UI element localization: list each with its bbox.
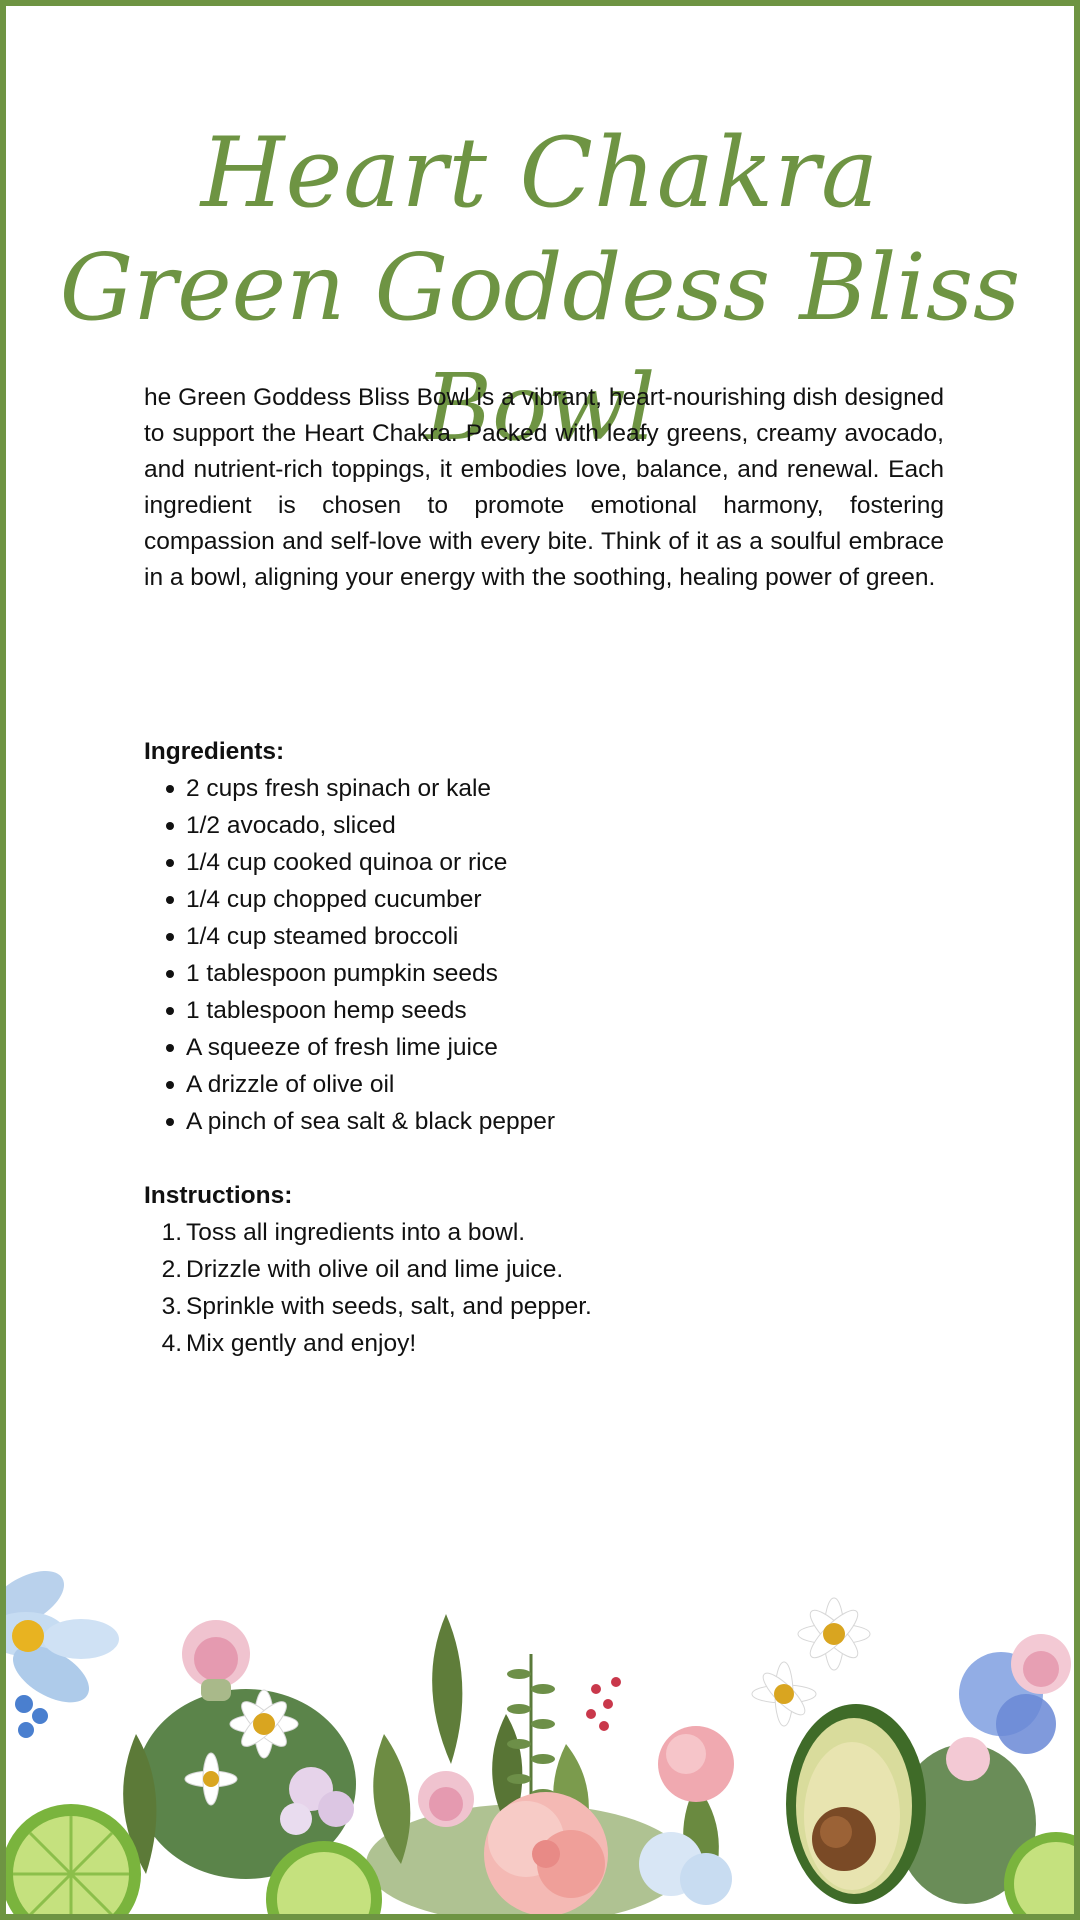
pink-thistle-icon xyxy=(946,1737,990,1781)
ingredient-item xyxy=(144,1103,944,1140)
ingredient-item xyxy=(144,1066,944,1103)
ingredient-item xyxy=(144,807,944,844)
ingredient-text: 1 tablespoon hemp seeds xyxy=(186,997,467,1024)
ingredient-item xyxy=(144,1029,944,1066)
step-text: Sprinkle with seeds, salt, and pepper. xyxy=(186,1293,592,1320)
blue-flower-icon xyxy=(6,1559,119,1714)
ingredients-heading: Ingredients: xyxy=(144,738,285,765)
ingredient-text: A drizzle of olive oil xyxy=(186,1071,395,1098)
ingredient-item xyxy=(144,992,944,1029)
ingredient-text: 2 cups fresh spinach or kale xyxy=(186,775,492,802)
bullet-icon xyxy=(166,970,174,978)
step-number: 1. xyxy=(161,1219,182,1246)
ingredient-text: 1/2 avocado, sliced xyxy=(186,812,396,839)
step-number: 2. xyxy=(161,1256,182,1283)
intro-paragraph: he Green Goddess Bliss Bowl is a vibrant, heart-nourishing dish designed to support the Heart Chakra. Packed with leafy greens, creamy avocado, and nutrient-rich toppings, it embodies love, balance, and renewal. Each ingredient is chosen to promote emotional harmony, fostering compassion and self-love with every bite. Think of it as a soulful embrace in a bowl, aligning your energy with the soothing, healing power of green. xyxy=(144,384,944,591)
pink-thistle-icon xyxy=(418,1771,474,1827)
instruction-step xyxy=(144,1214,944,1251)
ingredient-text: 1/4 cup steamed broccoli xyxy=(186,923,459,950)
title-green-goddess-bliss-bowl: Green Goddess Bliss Bowl xyxy=(59,234,1021,461)
step-text: Mix gently and enjoy! xyxy=(186,1330,417,1357)
ingredient-item xyxy=(144,881,944,918)
ingredient-text: 1/4 cup cooked quinoa or rice xyxy=(186,849,508,876)
instruction-step xyxy=(144,1288,944,1325)
step-text: Drizzle with olive oil and lime juice. xyxy=(186,1256,564,1283)
blue-blossom-cluster-icon xyxy=(15,1695,48,1738)
avocado-icon xyxy=(786,1704,926,1904)
step-number: 3. xyxy=(161,1293,182,1320)
pink-carnation-icon xyxy=(658,1726,734,1802)
ingredient-text: 1/4 cup chopped cucumber xyxy=(186,886,482,913)
bullet-icon xyxy=(166,1118,174,1126)
pink-thistle-icon xyxy=(1011,1634,1071,1694)
bullet-icon xyxy=(166,822,174,830)
ingredient-text: A pinch of sea salt & black pepper xyxy=(186,1108,556,1135)
instruction-step xyxy=(144,1251,944,1288)
bullet-icon xyxy=(166,896,174,904)
pink-thistle-icon xyxy=(182,1620,250,1701)
step-text: Toss all ingredients into a bowl. xyxy=(186,1219,526,1246)
bullet-icon xyxy=(166,933,174,941)
instructions-list xyxy=(144,1214,944,1362)
ingredients-list xyxy=(144,770,944,1140)
lime-slice-icon xyxy=(6,1804,141,1914)
bullet-icon xyxy=(166,859,174,867)
ingredient-text: A squeeze of fresh lime juice xyxy=(186,1034,498,1061)
leaf-icon xyxy=(432,1614,462,1764)
bullet-icon xyxy=(166,1044,174,1052)
step-number: 4. xyxy=(161,1330,182,1357)
red-berries-icon xyxy=(586,1677,621,1731)
daisy-icon xyxy=(798,1598,870,1670)
ingredient-item xyxy=(144,955,944,992)
bullet-icon xyxy=(166,1081,174,1089)
ingredient-text: 1 tablespoon pumpkin seeds xyxy=(186,960,498,987)
ingredient-item xyxy=(144,844,944,881)
ingredient-item xyxy=(144,770,944,807)
ingredient-item xyxy=(144,918,944,955)
floral-border-illustration xyxy=(6,1534,1074,1914)
bullet-icon xyxy=(166,1007,174,1015)
bullet-icon xyxy=(166,785,174,793)
daisy-icon xyxy=(752,1662,816,1726)
instruction-step xyxy=(144,1325,944,1362)
pink-peony-icon xyxy=(484,1792,608,1914)
instructions-heading: Instructions: xyxy=(144,1182,293,1209)
title-heart-chakra: Heart Chakra xyxy=(200,117,880,229)
